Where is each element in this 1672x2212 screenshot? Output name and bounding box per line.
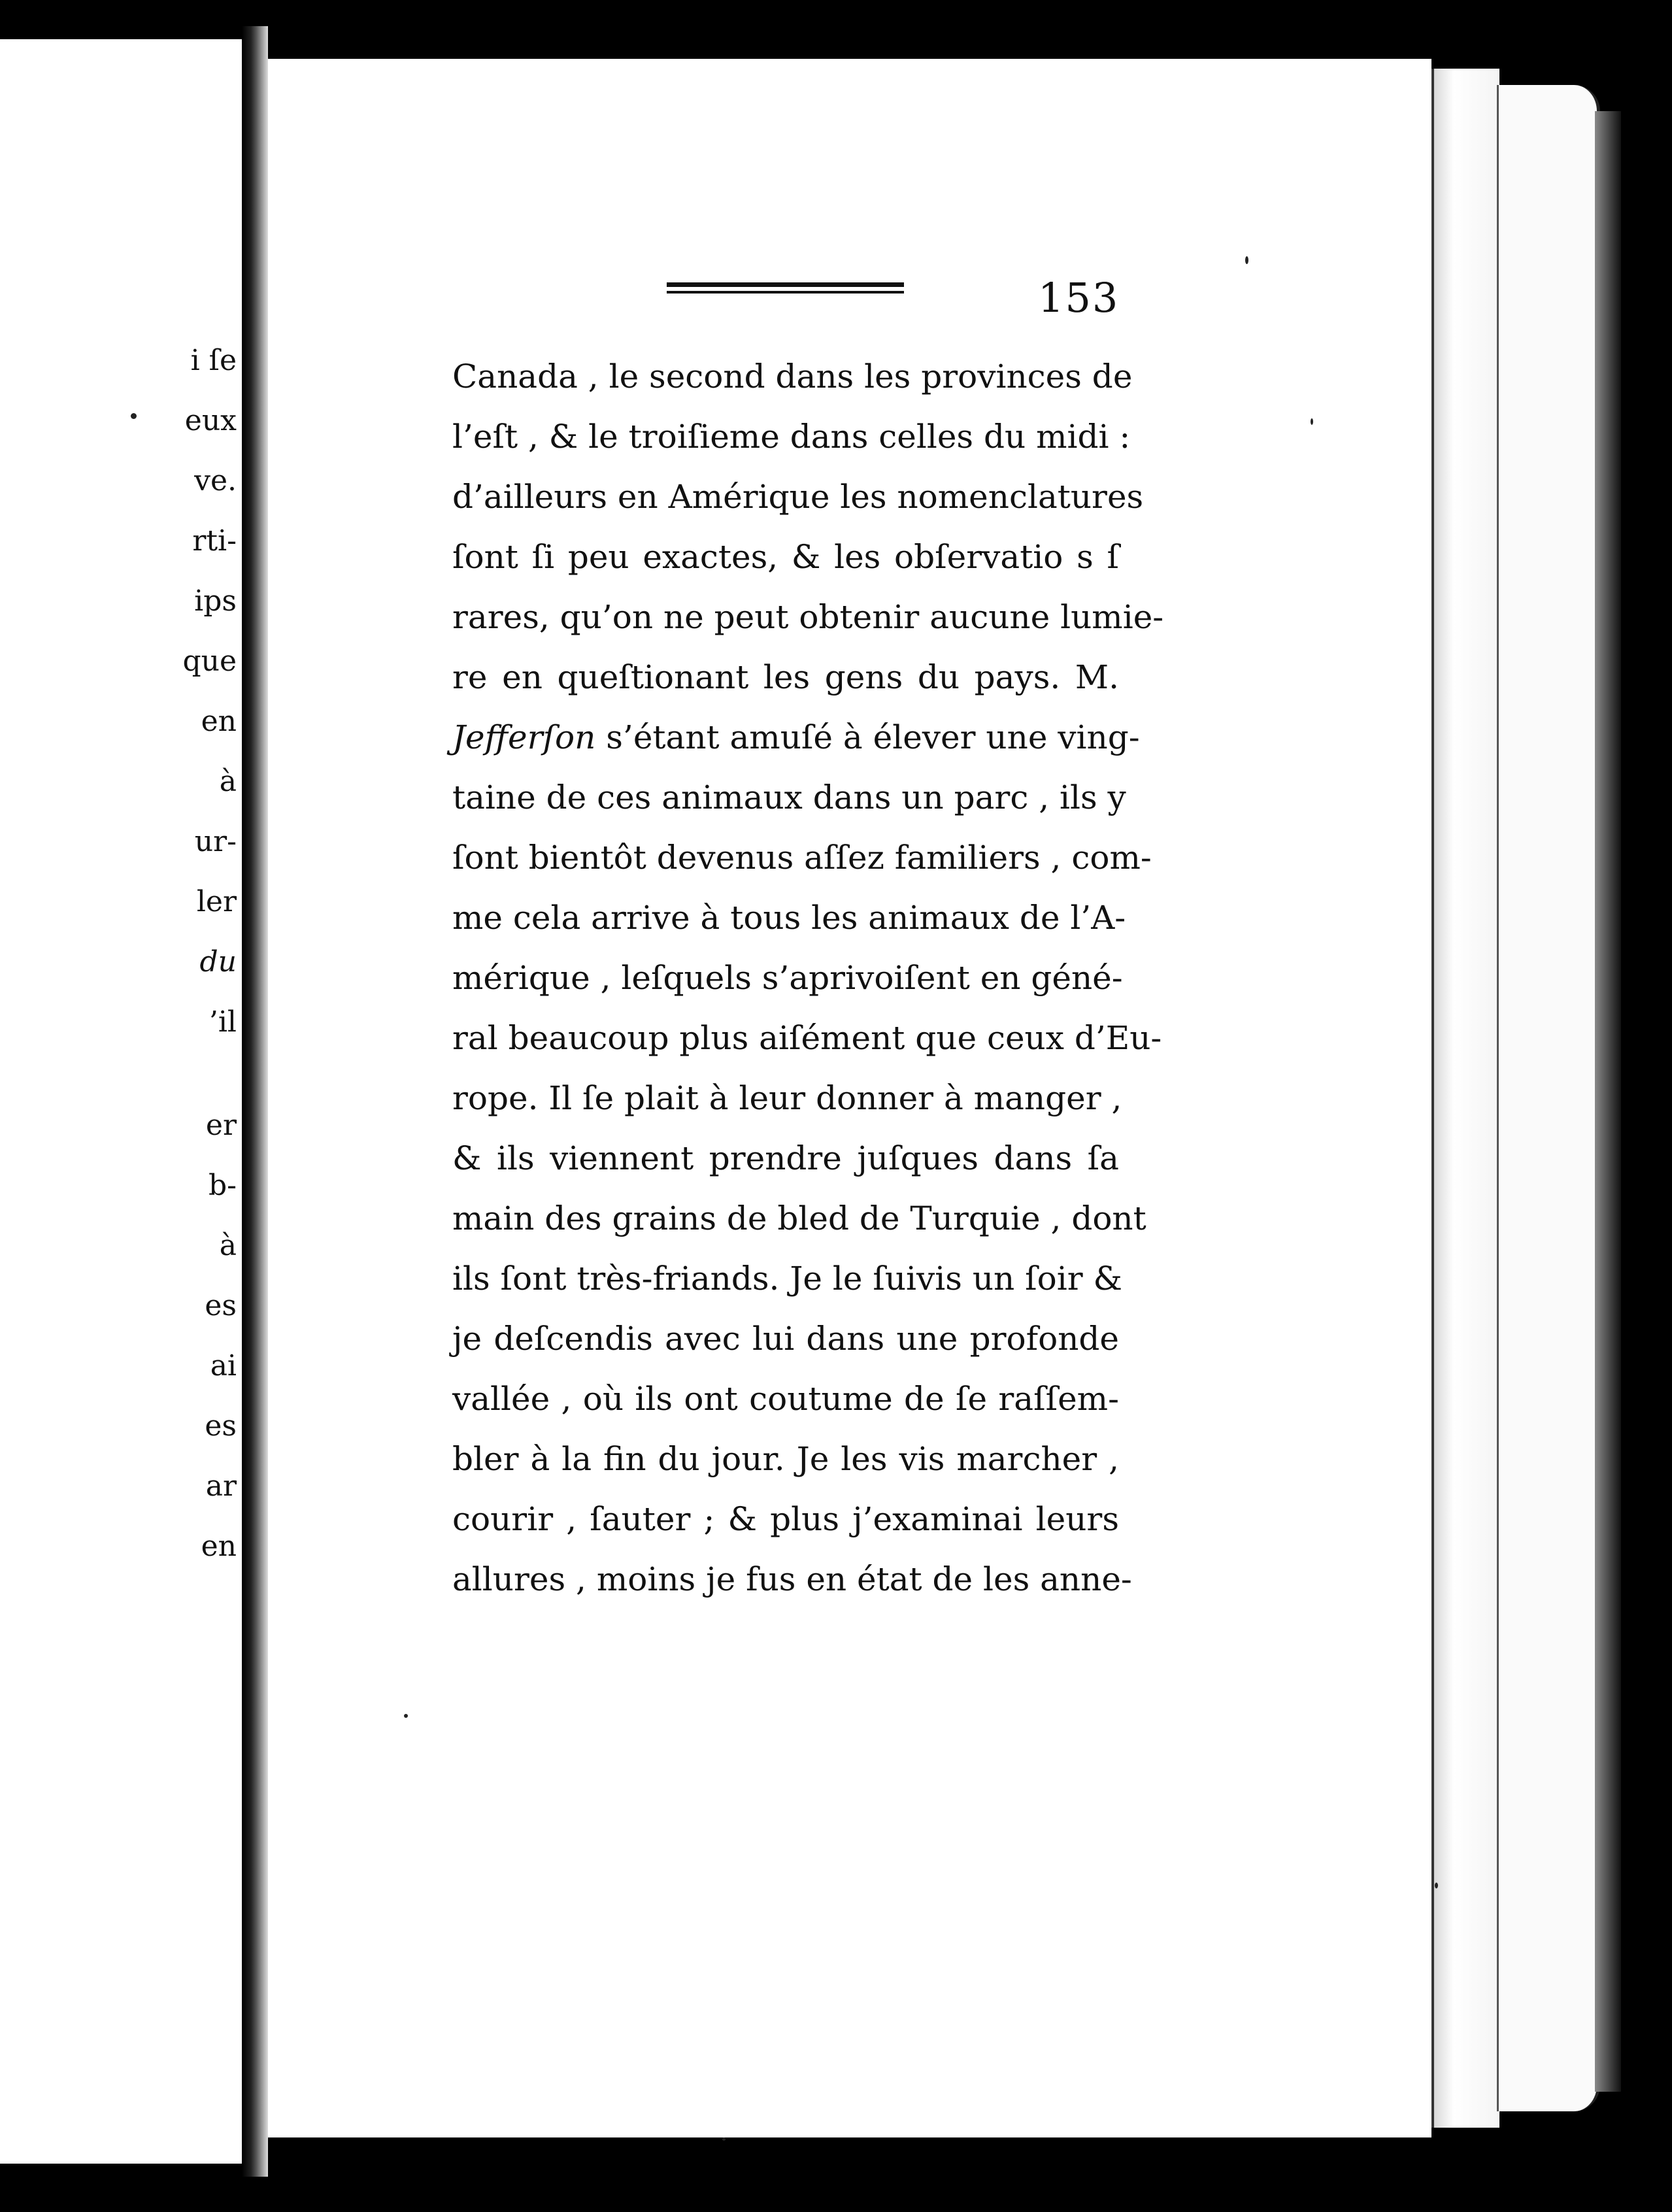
text-line: rares, qu’on ne peut obtenir aucune lumie- (452, 598, 1164, 636)
facing-page-left (0, 39, 244, 2164)
text-line: re en queſtionant les gens du pays. M. (452, 658, 1119, 696)
text-line-with-italic (452, 707, 1140, 767)
header-rule (667, 282, 904, 297)
facing-page-fragment: ips (194, 584, 237, 618)
facing-page-fragment: ler (196, 885, 237, 918)
text-line-rest: s’étant amuſé à élever une ving- (595, 718, 1140, 756)
text-line: taine de ces animaux dans un parc , ils y (452, 779, 1126, 816)
facing-page-fragment: à (219, 1229, 237, 1262)
text-line: ils ſont très-friands. Je le ſuivis un ſoir & (452, 1260, 1123, 1298)
text-line: rope. Il ſe plait à leur donner à manger , (452, 1079, 1122, 1117)
facing-page-fragment: ai (210, 1349, 237, 1382)
text-line: ſont ſi peu exactes, & les obſervatio s ſ (452, 538, 1119, 576)
book-gutter (242, 26, 268, 2177)
facing-page-fragment: en (201, 705, 237, 738)
double-rule-bottom (667, 291, 904, 293)
text-line: vallée , où ils ont coutume de ſe raſſem- (452, 1380, 1119, 1418)
facing-page-fragment: b- (208, 1169, 237, 1202)
text-line: mérique , leſquels s’aprivoiſent en géné- (452, 959, 1123, 997)
facing-page-fragment: ur- (194, 825, 237, 858)
text-line: d’ailleurs en Amérique les nomenclatures (452, 478, 1144, 516)
facing-page-fragment: eux (184, 404, 237, 437)
page-edge-shadow (1595, 111, 1621, 2092)
text-line: allures , moins je fus en état de les anne- (452, 1560, 1132, 1598)
facing-page-fragment: ve. (194, 464, 237, 497)
text-line: courir , ſauter ; & plus j’examinai leurs (452, 1500, 1119, 1538)
facing-page-fragment: que (182, 645, 237, 678)
text-line: me cela arrive à tous les animaux de l’A- (452, 899, 1126, 937)
facing-page-fragment: i ſe (190, 344, 237, 377)
facing-page-fragment: à (219, 765, 237, 798)
scan-speck (722, 2137, 726, 2141)
facing-page-fragment: en (201, 1530, 237, 1563)
body-text (452, 346, 1164, 1609)
facing-page-fragment: er (205, 1109, 237, 1142)
page-edge-curl (1497, 85, 1600, 2111)
text-line: ſont bientôt devenus aſſez familiers , com- (452, 839, 1152, 877)
facing-page-fragment: ’il (209, 1005, 237, 1039)
text-line: bler à la fin du jour. Je les vis marcher , (452, 1440, 1119, 1478)
text-line: Canada , le second dans les provinces de (452, 358, 1133, 395)
text-line: & ils viennent prendre juſques dans ſa (452, 1139, 1119, 1177)
page-number: 153 (1038, 274, 1120, 322)
text-line: ral beaucoup plus aiſément que ceux d’Eu- (452, 1019, 1162, 1057)
scan-speck (1245, 256, 1248, 264)
facing-page-fragment: du (199, 945, 237, 979)
scan-speck (404, 1714, 408, 1718)
facing-page-fragment: ar (205, 1469, 237, 1503)
facing-page-fragment: rti- (192, 524, 237, 558)
scan-speck (1435, 1883, 1438, 1888)
text-line: je deſcendis avec lui dans une profonde (452, 1320, 1119, 1358)
scan-speck (131, 413, 137, 419)
facing-page-fragment: es (205, 1289, 237, 1322)
italic-name: Jefferſon (452, 718, 596, 756)
text-line: main des grains de bled de Turquie , dont (452, 1199, 1146, 1237)
text-line: l’eſt , & le troiſieme dans celles du midi : (452, 418, 1131, 456)
facing-page-fragment: es (205, 1409, 237, 1443)
page-edge (1431, 69, 1499, 2128)
double-rule-top (667, 282, 904, 287)
scan-speck (1311, 418, 1313, 425)
